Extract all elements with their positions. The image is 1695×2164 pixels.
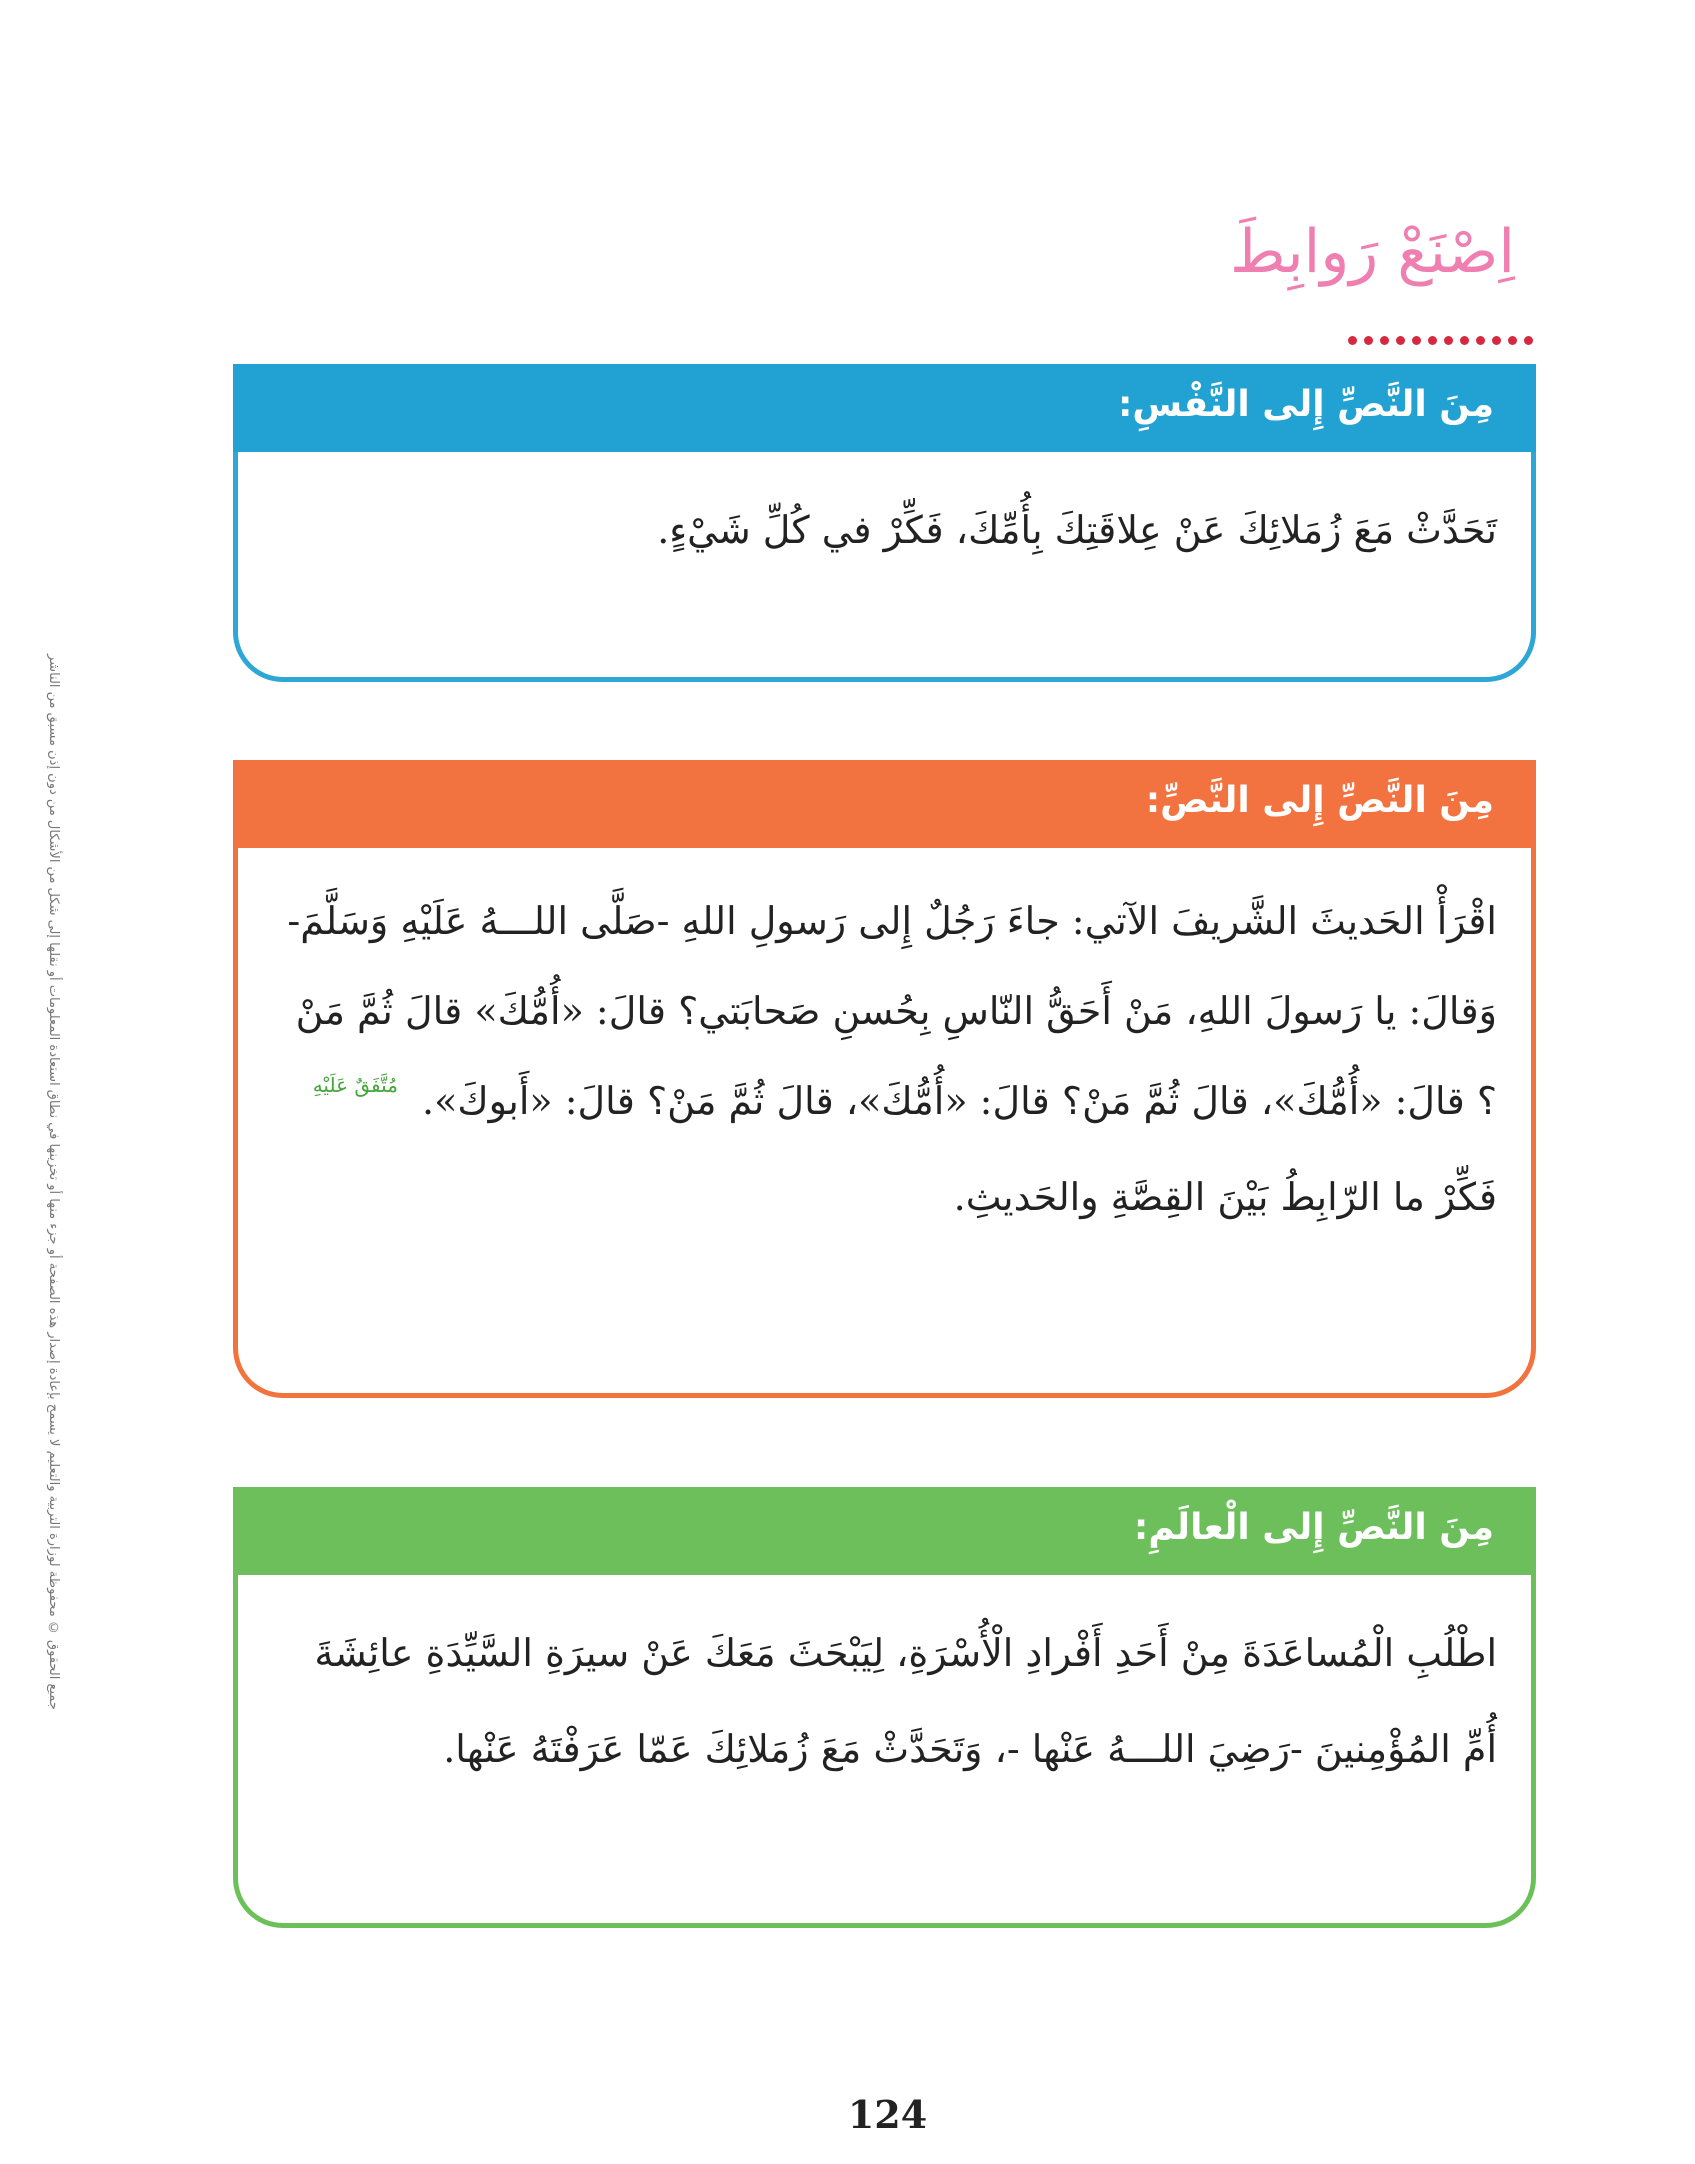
- text-to-text-card: [233, 760, 1536, 1398]
- hadith-paragraph: [278, 876, 1497, 1152]
- text-to-self-header: مِنَ النَّصِّ إِلى النَّفْسِ:: [233, 364, 1536, 452]
- copyright-notice: جميع الحقوق © محفوظة لوزارة التربية والتعليم لا يسمح بإعادة إصدار هذه الصفحة أو جزء منها أو تخزينها في نطاق استعادة المعلومات أو نقلها إلى شكل من الأشكال من دون إذن مسبق من الناشر: [46, 654, 61, 1710]
- text-to-world-paragraph: اطْلُبِ الْمُساعَدَةَ مِنْ أَحَدِ أَفْرادِ الْأُسْرَةِ، لِيَبْحَثَ مَعَكَ عَنْ سيرَةِ السَّيِّدَةِ عائِشَةَ أُمِّ المُؤْمِنينَ -رَضِيَ اللـــهُ عَنْها -، وَتَحَدَّثْ مَعَ زُمَلائِكَ عَمّا عَرَفْتَهُ عَنْها.: [314, 1631, 1497, 1771]
- page-title: اِصْنَعْ رَوابِطَ: [1230, 217, 1515, 287]
- text-to-world-body: [238, 1575, 1531, 1797]
- page-number: 124: [847, 2092, 928, 2137]
- text-to-text-header: مِنَ النَّصِّ إِلى النَّصِّ:: [233, 760, 1536, 848]
- hadith-text: اقْرَأْ الحَديثَ الشَّريفَ الآتي: جاءَ رَجُلٌ إِلى رَسولِ اللهِ -صَلَّى اللـــهُ عَلَيْهِ وَسَلَّمَ- وَقالَ: يا رَسولَ اللهِ، مَنْ أَحَقُّ النّاسِ بِحُسنِ صَحابَتي؟ قالَ: «أُمُّكَ» قالَ ثُمَّ مَنْ ؟ قالَ: «أُمُّكَ»، قالَ ثُمَّ مَنْ؟ قالَ: «أُمُّكَ»، قالَ ثُمَّ مَنْ؟ قالَ: «أَبوكَ».: [287, 899, 1497, 1123]
- text-to-self-body: [238, 452, 1531, 552]
- hadith-citation: مُتَّفَقٌ عَلَيْهِ: [312, 1073, 398, 1097]
- text-to-text-question: فَكِّرْ ما الرّابِطُ بَيْنَ القِصَّةِ والحَديثِ.: [953, 1175, 1497, 1219]
- text-to-world-card: [233, 1487, 1536, 1928]
- text-to-self-card: [233, 364, 1536, 682]
- text-to-self-paragraph: تَحَدَّثْ مَعَ زُمَلائِكَ عَنْ عِلاقَتِكَ بِأُمِّكَ، فَكِّرْ في كُلِّ شَيْءٍ.: [657, 508, 1497, 552]
- text-to-world-header: مِنَ النَّصِّ إِلى الْعالَمِ:: [233, 1487, 1536, 1575]
- title-dotted-underline: [1341, 336, 1543, 348]
- text-to-text-body: [238, 848, 1531, 1242]
